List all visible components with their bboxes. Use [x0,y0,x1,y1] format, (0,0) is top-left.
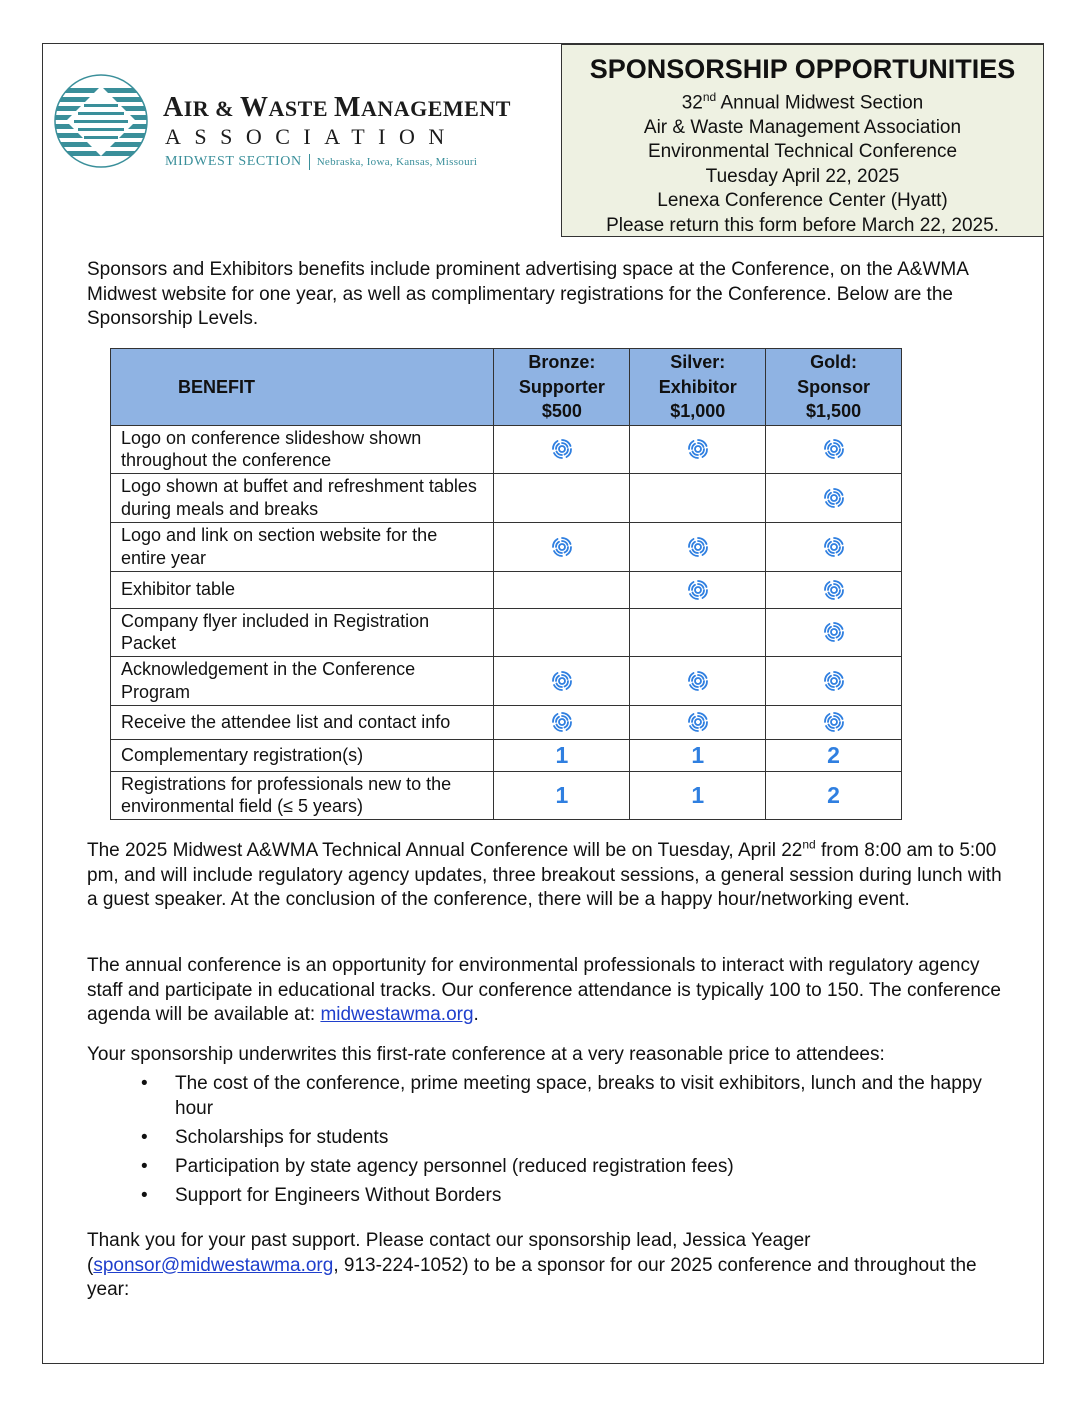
benefit-mark-cell [766,571,902,608]
table-row [111,425,902,473]
benefit-cell: Logo shown at buffet and refreshment tables during meals and breaks [111,473,494,522]
spiral-icon [685,668,711,694]
spiral-icon [821,619,847,645]
benefit-mark-cell [494,571,630,608]
benefit-mark-cell [766,705,902,739]
benefit-cell: Acknowledgement in the Conference Program [111,656,494,705]
benefit-cell: Complementary registration(s) [111,739,494,771]
table-row [111,705,902,739]
spiral-icon [821,436,847,462]
benefit-mark-cell [766,656,902,705]
spiral-icon [685,436,711,462]
conference-paragraph: The 2025 Midwest A&WMA Technical Annual Conference will be on Tuesday, April 22nd from 8:00 am to 5:00 pm, and will include regulatory agency updates, three breakout sessions, a general session during lunch with a guest speaker. At the conclusion of the conference, there will be a happy hour/networking event. [87,837,1002,910]
benefit-mark-cell [630,705,766,739]
logo-section-name: MIDWEST SECTION [165,154,302,170]
column-header-benefit: BENEFIT [111,349,494,426]
registration-count: 1 [555,781,569,808]
column-header-gold: Gold: Sponsor $1,500 [766,349,902,426]
header-box [561,44,1044,237]
benefit-mark-cell [630,571,766,608]
list-item: • Scholarships for students [87,1126,1007,1151]
spiral-icon [549,534,575,560]
spiral-icon [549,436,575,462]
benefits-bullet-list [87,1072,1007,1213]
registration-count-cell [630,771,766,819]
benefit-mark-cell [494,425,630,473]
benefit-mark-cell [494,473,630,522]
benefit-cell: Company flyer included in Registration Packet [111,608,494,656]
list-item: • Support for Engineers Without Borders [87,1184,1007,1209]
table-row [111,656,902,705]
benefit-mark-cell [630,656,766,705]
header-line-4: Tuesday April 22, 2025 [705,165,900,187]
list-item: • Participation by state agency personnel (reduced registration fees) [87,1155,1007,1180]
benefit-mark-cell [494,522,630,571]
logo-section-line [165,154,477,170]
list-item: • The cost of the conference, prime meeting space, breaks to visit exhibitors, lunch and the happy hour [87,1072,1007,1121]
spiral-icon [821,709,847,735]
spiral-icon [821,485,847,511]
column-header-silver: Silver: Exhibitor $1,000 [630,349,766,426]
spiral-icon [685,534,711,560]
benefit-mark-cell [766,522,902,571]
thanks-paragraph: Thank you for your past support. Please contact our sponsorship lead, Jessica Yeager (sponsor@midwestawma.org, 913-224-1052) to be a sponsor for our 2025 conference and throughout the year: [87,1230,977,1300]
registration-count-cell [766,771,902,819]
sponsor-email-link[interactable]: sponsor@midwestawma.org [93,1254,334,1276]
benefit-cell: Logo on conference slideshow shown throughout the conference [111,425,494,473]
spiral-icon [685,709,711,735]
annual-paragraph: The annual conference is an opportunity for environmental professionals to interact with regulatory agency staff and participate in educational tracks. Our conference attendance is typically 100 to 150. The conference agenda will be available at: midwestawma.org. [87,955,1001,1025]
logo-states: Nebraska, Iowa, Kansas, Missouri [316,156,478,169]
table-row [111,739,902,771]
registration-count: 1 [691,781,705,808]
intro-paragraph: Sponsors and Exhibitors benefits include prominent advertising space at the Conference, on the A&WMA Midwest website for one year, as well as complimentary registrations for the Conference. Below are the Sponsorship Levels. [87,259,968,329]
spiral-icon [685,577,711,603]
logo-diamond-icon [54,74,148,168]
agenda-link[interactable]: midwestawma.org [320,1004,474,1025]
benefit-mark-cell [766,425,902,473]
table-row [111,771,902,819]
registration-count-cell [494,771,630,819]
benefit-cell: Logo and link on section website for the entire year [111,522,494,571]
header-line-5: Lenexa Conference Center (Hyatt) [657,190,948,212]
sponsorship-table [110,348,902,820]
benefit-mark-cell [766,608,902,656]
benefit-cell: Registrations for professionals new to the environmental field (≤ 5 years) [111,771,494,819]
spiral-icon [821,668,847,694]
table-row [111,608,902,656]
header-line-6: Please return this form before March 22, 2025. [606,214,999,236]
spiral-icon [821,577,847,603]
header-line-2: Air & Waste Management Association [643,116,962,138]
association-logo [54,74,544,174]
registration-count: 2 [827,741,840,768]
table-row [111,473,902,522]
benefit-cell: Receive the attendee list and contact info [111,705,494,739]
registration-count-cell [766,739,902,771]
registration-count: 1 [555,741,569,768]
column-header-bronze: Bronze: Supporter $500 [494,349,630,426]
header-line-3: Environmental Technical Conference [647,141,958,163]
benefit-cell: Exhibitor table [111,571,494,608]
registration-count-cell [494,739,630,771]
registration-count: 1 [691,741,705,768]
underwrite-paragraph: Your sponsorship underwrites this first-rate conference at a very reasonable price to attendees: [87,1044,885,1065]
spiral-icon [549,668,575,694]
logo-title: AIR & WASTE MANAGEMENT [163,92,511,123]
spiral-icon [549,709,575,735]
table-row [111,522,902,571]
table-row [111,571,902,608]
benefit-mark-cell [494,705,630,739]
benefit-mark-cell [630,608,766,656]
registration-count-cell [630,739,766,771]
benefit-mark-cell [494,608,630,656]
logo-subtitle: ASSOCIATION [165,124,458,149]
registration-count: 2 [827,781,840,808]
benefit-mark-cell [630,473,766,522]
benefit-mark-cell [630,522,766,571]
header-title: SPONSORSHIP OPPORTUNITIES [589,54,1016,84]
benefit-mark-cell [630,425,766,473]
spiral-icon [821,534,847,560]
header-line-1: 32nd Annual Midwest Section [681,90,924,114]
benefit-mark-cell [766,473,902,522]
benefit-mark-cell [494,656,630,705]
